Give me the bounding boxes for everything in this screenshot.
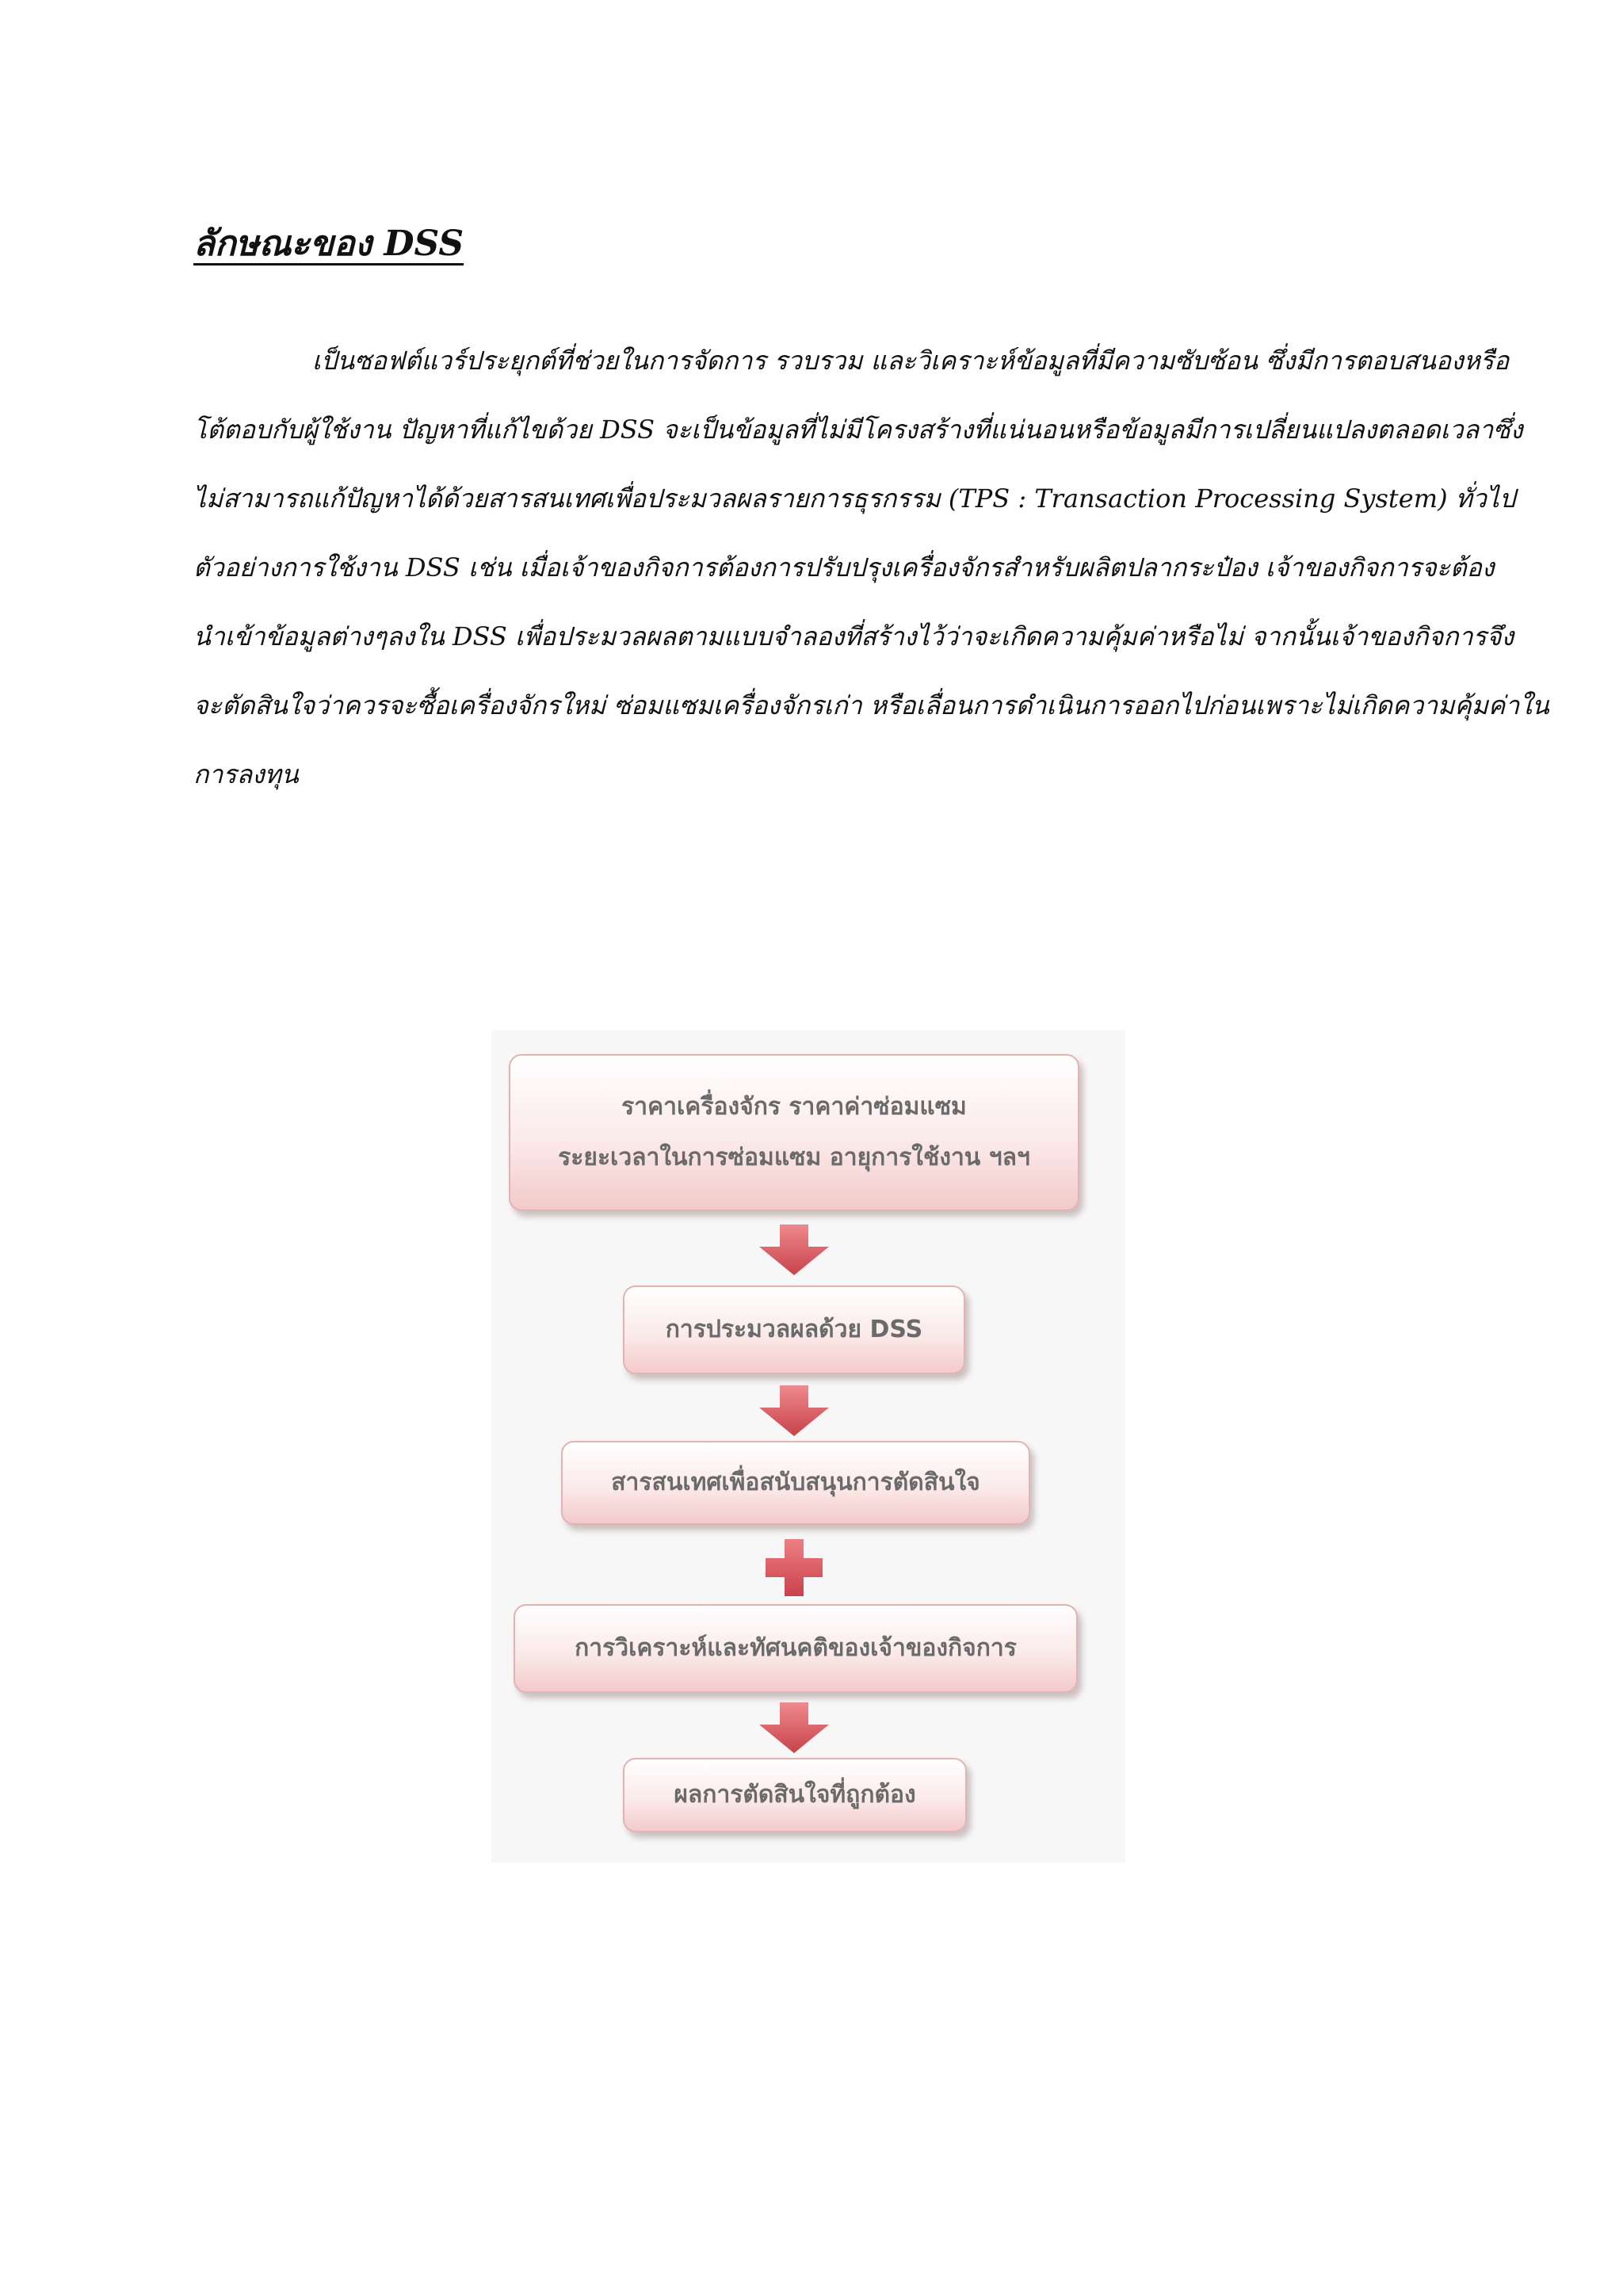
paragraph-line: การลงทุน xyxy=(193,759,299,789)
flow-box-correct-decision xyxy=(623,1758,967,1832)
body-paragraph xyxy=(193,327,1549,809)
page-heading: ลักษณะของ DSS xyxy=(193,223,464,264)
flow-box-input-data xyxy=(509,1054,1079,1211)
down-arrow-icon xyxy=(758,1224,831,1275)
flow-box-correct-decision-label: ผลการตัดสินใจที่ถูกต้อง xyxy=(674,1781,916,1809)
flow-box-input-line-2: ระยะเวลาในการซ่อมแซม อายุการใช้งาน ฯลฯ xyxy=(558,1144,1030,1171)
paragraph-line: นำเข้าข้อมูลต่างๆลงใน DSS เพื่อประมวลผลตามแบบจำลองที่สร้างไว้ว่าจะเกิดความคุ้มค่าหรือไม่ จากนั้นเจ้าของกิจการจึง xyxy=(193,621,1514,651)
plus-icon xyxy=(766,1539,823,1596)
flow-box-dss-processing xyxy=(623,1286,965,1374)
paragraph-line: ไม่สามารถแก้ปัญหาได้ด้วยสารสนเทศเพื่อประมวลผลรายการธุรกรรม (TPS : Transaction Processing System) ทั่วไป xyxy=(193,483,1516,514)
paragraph-line: ตัวอย่างการใช้งาน DSS เช่น เมื่อเจ้าของกิจการต้องการปรับปรุงเครื่องจักรสำหรับผลิตปลากระป๋อง เจ้าของกิจการจะต้อง xyxy=(193,552,1495,583)
flow-box-dss-processing-label: การประมวลผลด้วย DSS xyxy=(665,1316,923,1343)
paragraph-line: จะตัดสินใจว่าควรจะซื้อเครื่องจักรใหม่ ซ่อมแซมเครื่องจักรเก่า หรือเลื่อนการดำเนินการออกไปก่อนเพราะไม่เกิดความคุ้มค่าใน xyxy=(193,690,1549,720)
flow-box-decision-support-info-label: สารสนเทศเพื่อสนับสนุนการตัดสินใจ xyxy=(611,1469,980,1496)
down-arrow-icon xyxy=(758,1702,831,1753)
paragraph-line: โต้ตอบกับผู้ใช้งาน ปัญหาที่แก้ไขด้วย DSS จะเป็นข้อมูลที่ไม่มีโครงสร้างที่แน่นอนหรือข้อมูลมีการเปลี่ยนแปลงตลอดเวลาซึ่ง xyxy=(193,415,1523,445)
flow-box-input-line-1: ราคาเครื่องจักร ราคาค่าซ่อมแซม xyxy=(621,1093,967,1121)
flow-box-owner-analysis-label: การวิเคราะห์และทัศนคติของเจ้าของกิจการ xyxy=(575,1634,1017,1662)
paragraph-line: เป็นซอฟต์แวร์ประยุกต์ที่ช่วยในการจัดการ รวบรวม และวิเคราะห์ข้อมูลที่มีความซับซ้อน ซึ่งมีการตอบสนองหรือ xyxy=(312,346,1510,376)
dss-flowchart xyxy=(491,1030,1125,1862)
flow-box-owner-analysis xyxy=(514,1604,1078,1693)
flow-box-decision-support-info xyxy=(561,1441,1030,1525)
down-arrow-icon xyxy=(758,1385,831,1436)
